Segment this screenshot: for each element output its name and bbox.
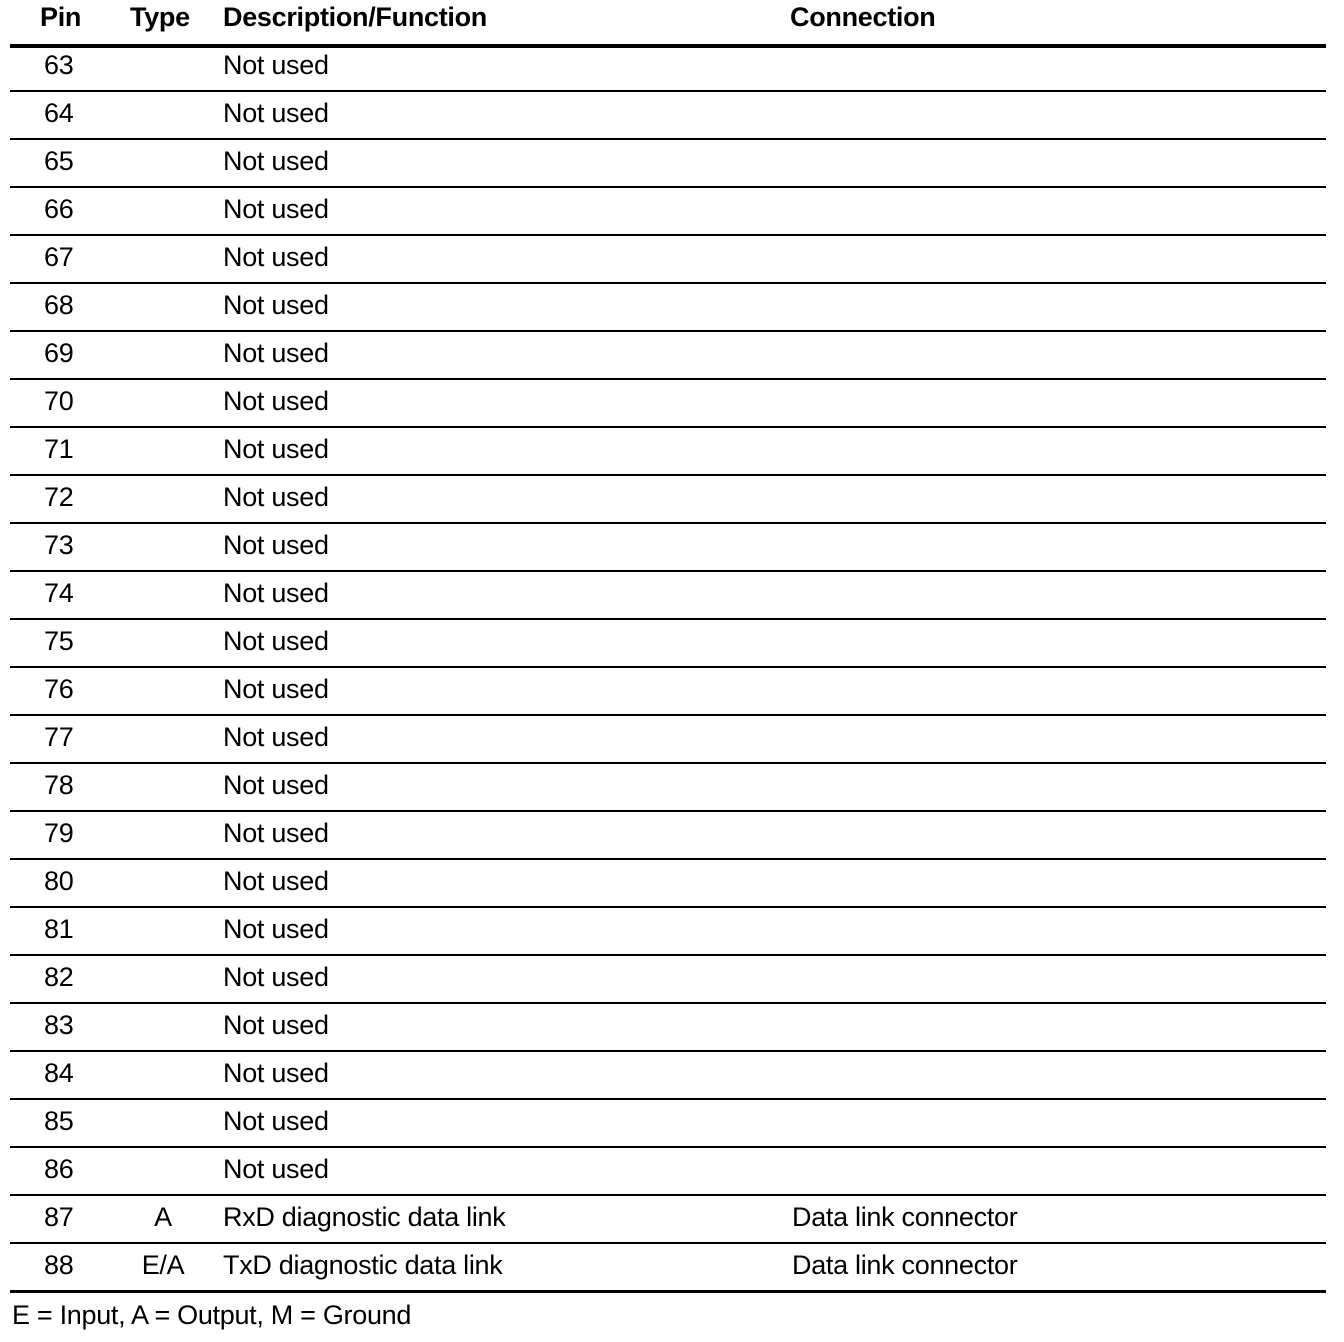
- description-cell: Not used: [223, 50, 329, 80]
- table-row: [10, 908, 1326, 956]
- table-row: [10, 1052, 1326, 1100]
- connection-cell: Data link connector: [792, 1202, 1018, 1232]
- table-row: [10, 284, 1326, 332]
- pin-cell: 86: [44, 1154, 74, 1184]
- description-cell: Not used: [223, 914, 329, 944]
- description-cell: Not used: [223, 962, 329, 992]
- pin-cell: 81: [44, 914, 74, 944]
- table-row: [10, 1100, 1326, 1148]
- pin-cell: 75: [44, 626, 74, 656]
- header-pin: Pin: [40, 2, 82, 32]
- description-cell: Not used: [223, 194, 329, 224]
- table-row: [10, 956, 1326, 1004]
- pin-cell: 65: [44, 146, 74, 176]
- description-cell: Not used: [223, 1106, 329, 1136]
- legend: E = Input, A = Output, M = Ground: [12, 1300, 412, 1330]
- pin-cell: 66: [44, 194, 74, 224]
- pin-cell: 85: [44, 1106, 74, 1136]
- table-header: [10, 0, 1326, 48]
- table-row: [10, 236, 1326, 284]
- connection-cell: Data link connector: [792, 1250, 1018, 1280]
- table-row: [10, 1244, 1326, 1293]
- table-row: [10, 1148, 1326, 1196]
- pin-cell: 77: [44, 722, 74, 752]
- description-cell: Not used: [223, 1154, 329, 1184]
- pin-cell: 74: [44, 578, 74, 608]
- pin-cell: 80: [44, 866, 74, 896]
- description-cell: Not used: [223, 386, 329, 416]
- pin-cell: 82: [44, 962, 74, 992]
- description-cell: Not used: [223, 1010, 329, 1040]
- pin-cell: 64: [44, 98, 74, 128]
- table-row: [10, 860, 1326, 908]
- description-cell: Not used: [223, 146, 329, 176]
- pin-cell: 83: [44, 1010, 74, 1040]
- table-row: [10, 92, 1326, 140]
- pin-cell: 84: [44, 1058, 74, 1088]
- pin-cell: 67: [44, 242, 74, 272]
- table-row: [10, 44, 1326, 92]
- header-description: Description/Function: [223, 2, 488, 32]
- description-cell: Not used: [223, 434, 329, 464]
- pin-cell: 88: [44, 1250, 74, 1280]
- pin-cell: 78: [44, 770, 74, 800]
- description-cell: Not used: [223, 578, 329, 608]
- description-cell: Not used: [223, 98, 329, 128]
- description-cell: Not used: [223, 626, 329, 656]
- pin-cell: 71: [44, 434, 74, 464]
- description-cell: Not used: [223, 242, 329, 272]
- description-cell: Not used: [223, 722, 329, 752]
- description-cell: Not used: [223, 530, 329, 560]
- table-row: [10, 620, 1326, 668]
- pin-cell: 69: [44, 338, 74, 368]
- table-row: [10, 332, 1326, 380]
- table-body: [10, 44, 1326, 1293]
- description-cell: Not used: [223, 818, 329, 848]
- table-row: [10, 716, 1326, 764]
- table-row: [10, 812, 1326, 860]
- table-row: [10, 668, 1326, 716]
- table-row: [10, 140, 1326, 188]
- description-cell: RxD diagnostic data link: [223, 1202, 506, 1232]
- pin-cell: 70: [44, 386, 74, 416]
- description-cell: Not used: [223, 674, 329, 704]
- description-cell: TxD diagnostic data link: [223, 1250, 503, 1280]
- description-cell: Not used: [223, 770, 329, 800]
- table-row: [10, 380, 1326, 428]
- table-row: [10, 572, 1326, 620]
- table-row: [10, 476, 1326, 524]
- table-row: [10, 188, 1326, 236]
- pin-cell: 79: [44, 818, 74, 848]
- table-row: [10, 764, 1326, 812]
- table-row: [10, 428, 1326, 476]
- description-cell: Not used: [223, 338, 329, 368]
- pin-cell: 63: [44, 50, 74, 80]
- table-row: [10, 524, 1326, 572]
- description-cell: Not used: [223, 482, 329, 512]
- table-row: [10, 1004, 1326, 1052]
- pin-cell: 76: [44, 674, 74, 704]
- table-row: [10, 1196, 1326, 1244]
- pin-cell: 87: [44, 1202, 74, 1232]
- pin-cell: 73: [44, 530, 74, 560]
- type-cell: E/A: [141, 1250, 185, 1280]
- header-connection: Connection: [790, 2, 936, 32]
- pin-cell: 72: [44, 482, 74, 512]
- description-cell: Not used: [223, 1058, 329, 1088]
- header-type: Type: [130, 2, 190, 32]
- pin-cell: 68: [44, 290, 74, 320]
- description-cell: Not used: [223, 866, 329, 896]
- type-cell: A: [154, 1202, 172, 1232]
- description-cell: Not used: [223, 290, 329, 320]
